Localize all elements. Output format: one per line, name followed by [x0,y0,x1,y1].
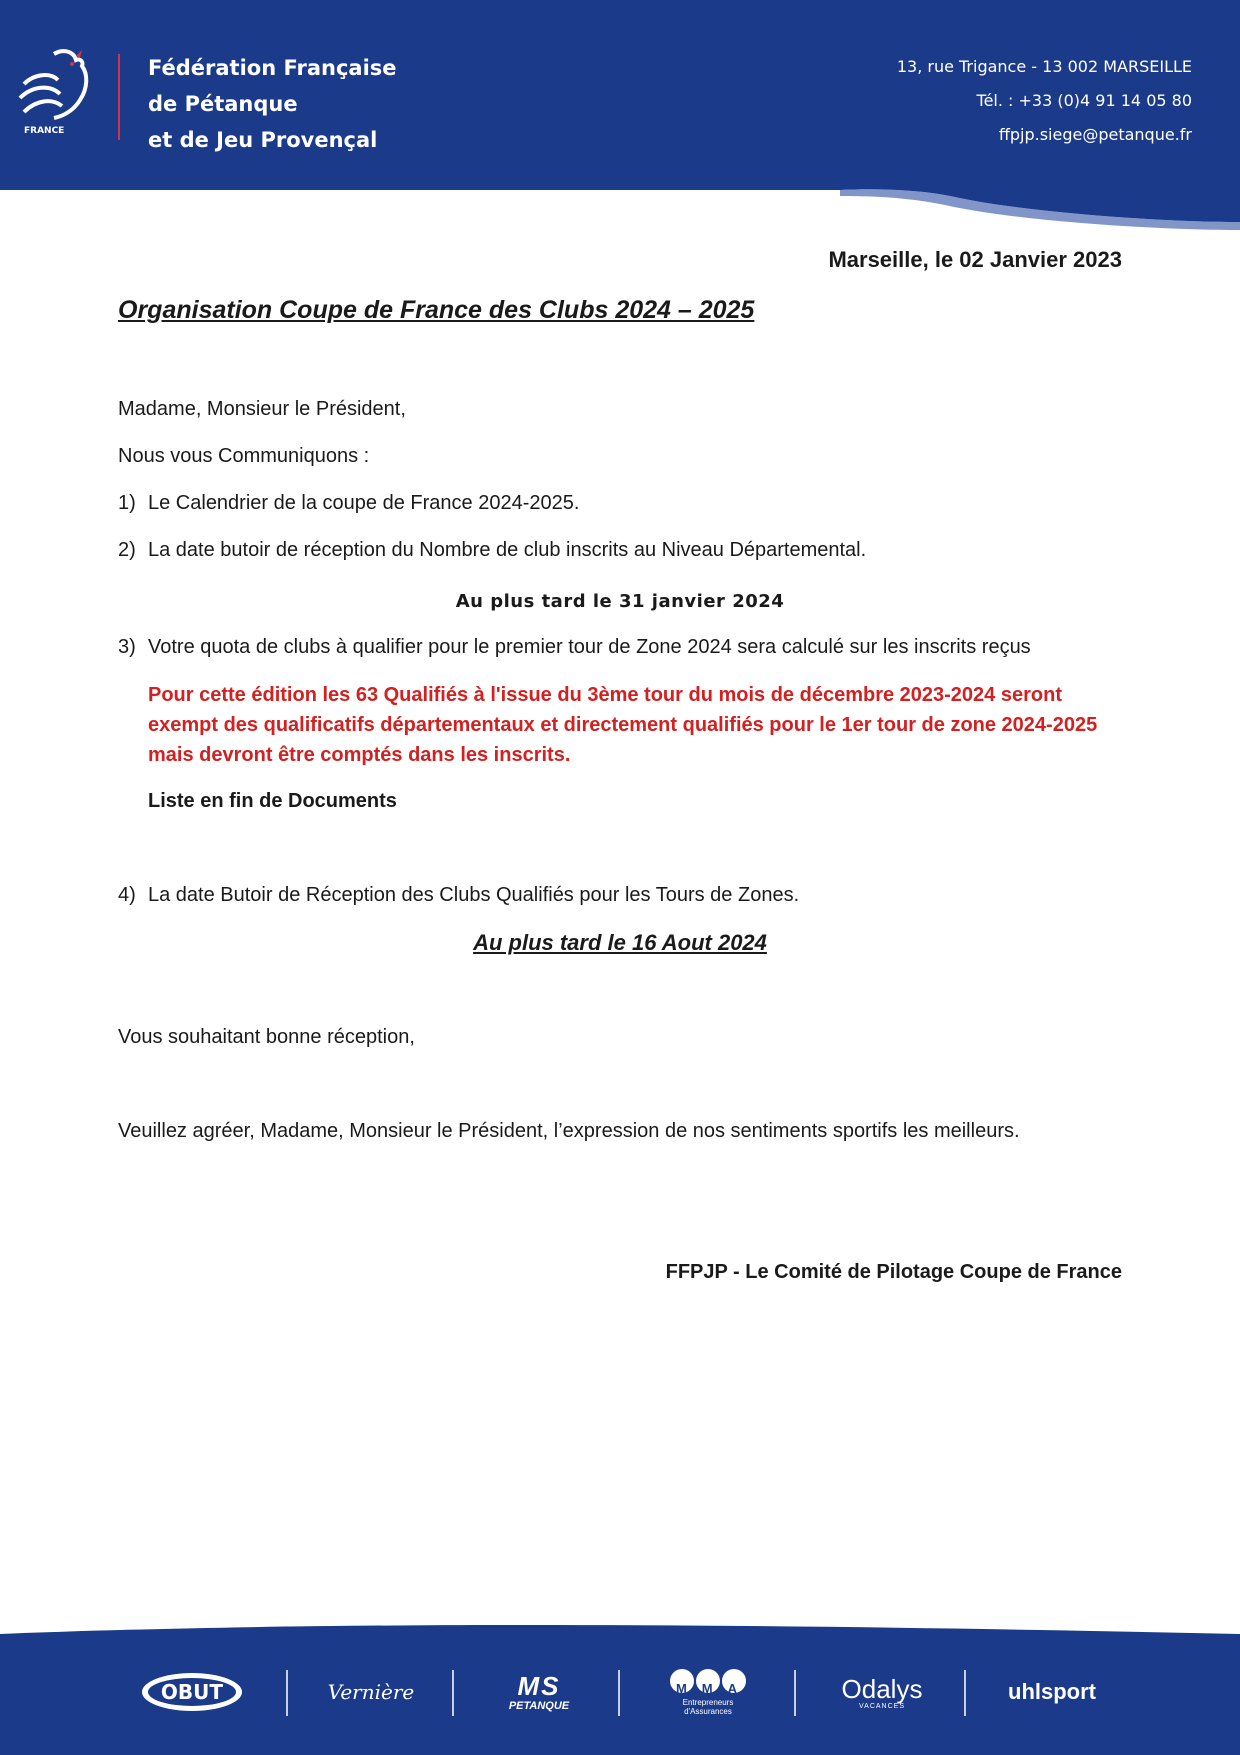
list-note: Liste en fin de Documents [148,790,397,812]
salutation: Madame, Monsieur le Président, [118,398,406,420]
sponsor-obut-logo [140,1662,244,1722]
list-item-text: La date butoir de réception du Nombre de club inscrits au Niveau Départemental. [148,539,867,561]
sponsor-mma-logo [656,1662,760,1722]
address: 13, rue Trigance - 13 002 MARSEILLE [896,57,1192,76]
list-item-number: 1) [118,492,136,514]
sponsor-divider [452,1670,454,1716]
org-name-line1: Fédération Française [148,56,397,80]
list-item-text: La date Butoir de Réception des Clubs Qualifiés pour les Tours de Zones. [148,884,800,906]
list-item-number: 3) [118,636,136,658]
sponsor-divider [286,1670,288,1716]
deadline-qualified: Au plus tard le 16 Aout 2024 [473,930,767,955]
phone: Tél. : +33 (0)4 91 14 05 80 [976,91,1192,110]
list-item [118,884,799,907]
signature: FFPJP - Le Comité de Pilotage Coupe de France [665,1261,1122,1283]
list-item [118,492,579,515]
closing-formula: Veuillez agréer, Madame, Monsieur le Président, l’expression de nos sentiments sportifs les meilleurs. [118,1120,1020,1142]
sponsor-name: Vernière [327,1680,415,1704]
list-item [118,539,866,562]
sponsor-uhlsport-logo [1002,1662,1102,1722]
sponsor-subtitle: Entrepreneurs d'Assurances [682,1698,734,1716]
email: ffpjp.siege@petanque.fr [998,125,1192,144]
deadline-registration: Au plus tard le 31 janvier 2024 [455,591,785,612]
sponsor-name: MS [517,1671,561,1701]
list-item-number: 2) [118,539,136,561]
sponsor-divider [618,1670,620,1716]
list-item-text: Le Calendrier de la coupe de France 2024-2025. [148,492,580,514]
logo-text: FRANCE [24,126,65,136]
sponsor-odalys-logo [832,1662,932,1722]
sponsor-subtitle: PETANQUE [508,1700,570,1712]
list-item [118,636,1031,659]
sponsor-divider [964,1670,966,1716]
sponsor-divider [794,1670,796,1716]
sponsor-name: uhlsport [1008,1679,1096,1704]
sponsor-name: MMA [675,1681,753,1696]
sponsor-footer [0,1620,1240,1755]
closing-greeting: Vous souhaitant bonne réception, [118,1026,415,1048]
org-name-line3: et de Jeu Provençal [148,128,378,152]
intro: Nous vous Communiquons : [118,445,370,467]
letter-title: Organisation Coupe de France des Clubs 2024 – 2025 [118,296,755,324]
sponsor-name: OBUT [160,1680,224,1704]
list-item-number: 4) [118,884,136,906]
sponsor-ms-petanque-logo [494,1662,584,1722]
sponsor-subtitle: VACANCES [859,1702,905,1710]
letter-date: Marseille, le 02 Janvier 2023 [828,247,1122,272]
sponsor-name: Odalys [841,1673,923,1704]
list-item-text: Votre quota de clubs à qualifier pour le premier tour de Zone 2024 sera calculé sur les inscrits reçus [148,636,1031,658]
sponsor-verniere-logo [326,1662,416,1722]
qualified-note: Pour cette édition les 63 Qualifiés à l'issue du 3ème tour du mois de décembre 2023-2024 seront exempt des qualificatifs départementaux et directement qualifiés pour le 1er tour de zone 2024-2025 mais devront être comptés dans les inscrits. [148,684,1098,766]
org-name-line2: de Pétanque [148,92,298,116]
